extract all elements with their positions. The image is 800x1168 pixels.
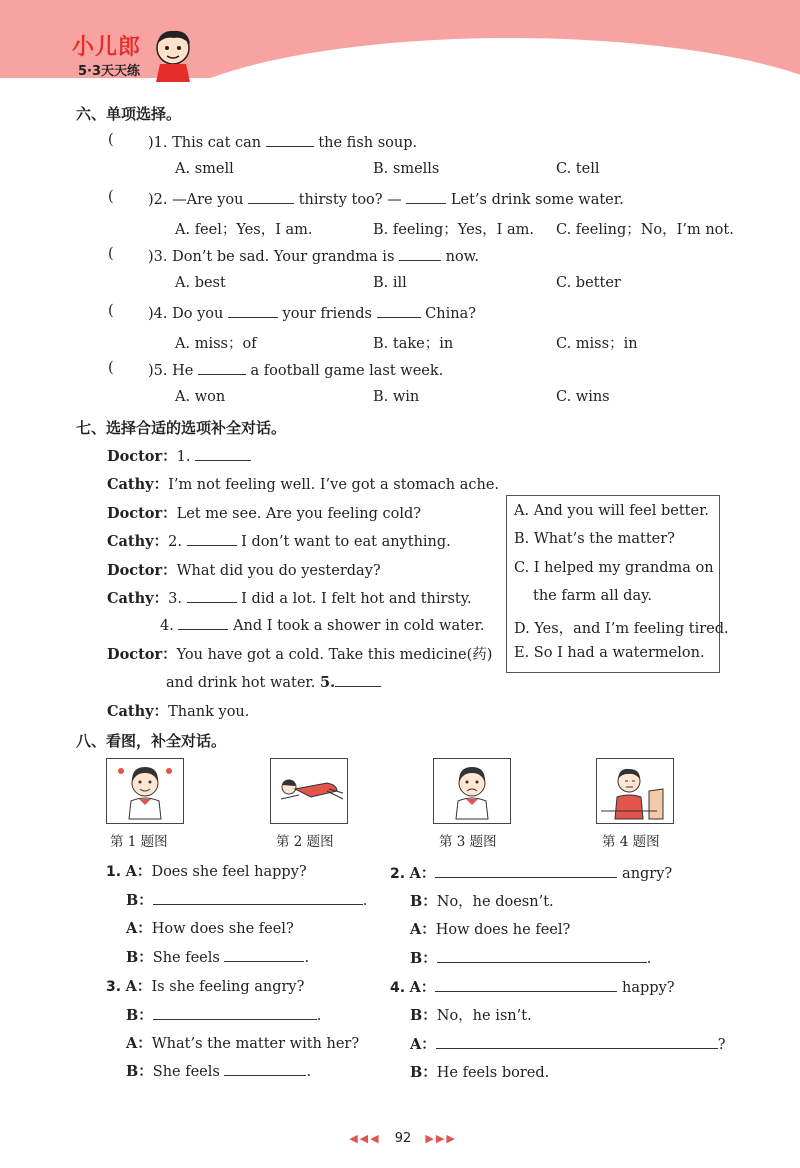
option-b[interactable]: B. What’s the matter? bbox=[514, 531, 675, 547]
option-e[interactable]: E. So I had a watermelon. bbox=[514, 645, 705, 661]
q3-line-2: B： . bbox=[126, 1007, 322, 1024]
dialogue-text: How does he feel? bbox=[435, 922, 571, 938]
option-b[interactable]: B. feeling；Yes，I am. bbox=[373, 222, 534, 238]
dialogue-text: What did you do yesterday? bbox=[176, 563, 381, 579]
answer-blank[interactable] bbox=[377, 303, 421, 318]
question-stem: the fish soup. bbox=[318, 135, 418, 151]
answer-blank[interactable] bbox=[248, 189, 294, 204]
speaker: B： bbox=[126, 1007, 153, 1024]
question-stem: )5. He bbox=[148, 363, 194, 379]
dialogue-text: 1. bbox=[176, 449, 191, 465]
question-number: 1. bbox=[106, 864, 122, 880]
q3-line-3 bbox=[126, 1032, 359, 1053]
speaker: Cathy： bbox=[107, 590, 169, 607]
answer-paren: ( bbox=[108, 132, 114, 148]
answer-blank[interactable] bbox=[437, 948, 647, 963]
section6-title: 六、单项选择。 bbox=[76, 105, 182, 123]
question-number: 2. bbox=[390, 866, 406, 882]
speaker: A： bbox=[409, 979, 436, 996]
speaker: B： bbox=[410, 893, 437, 910]
dialogue-text: 2. bbox=[168, 534, 182, 550]
speaker: B： bbox=[126, 892, 153, 909]
question-number: 3. bbox=[106, 979, 122, 995]
q1-line-2: B： . bbox=[126, 892, 368, 909]
answer-blank[interactable] bbox=[198, 360, 246, 375]
speaker: A： bbox=[126, 920, 152, 937]
option-c[interactable]: C. miss；in bbox=[556, 336, 638, 352]
dialogue-line bbox=[107, 530, 451, 551]
dialogue-text: angry? bbox=[622, 866, 673, 882]
dialogue-line bbox=[107, 700, 249, 721]
answer-blank[interactable] bbox=[399, 246, 441, 261]
speaker: B： bbox=[410, 1007, 437, 1024]
answer-paren: ( bbox=[108, 360, 114, 376]
page-footer bbox=[338, 1131, 468, 1146]
dialogue-text: I did a lot. I felt hot and thirsty. bbox=[241, 591, 472, 607]
answer-blank[interactable] bbox=[436, 1034, 718, 1049]
dialogue-text: Is she feeling angry? bbox=[151, 979, 305, 995]
answer-paren: ( bbox=[108, 303, 114, 319]
dialogue-text: How does she feel? bbox=[151, 921, 294, 937]
dialogue-line bbox=[107, 559, 381, 580]
option-b[interactable]: B. win bbox=[373, 389, 420, 405]
speaker: Doctor： bbox=[107, 505, 177, 522]
picture-3-caption: 第 3 题图 bbox=[439, 834, 497, 850]
option-c[interactable]: C. I helped my grandma on bbox=[514, 560, 714, 576]
question-stem: )2. —Are you bbox=[148, 192, 244, 208]
dialogue-text: He feels bored. bbox=[436, 1065, 550, 1081]
option-b[interactable]: B. smells bbox=[373, 161, 440, 177]
option-a[interactable]: A. best bbox=[175, 275, 226, 291]
picture-2-caption: 第 2 题图 bbox=[276, 834, 334, 850]
brand-logo-text: 小儿郎 bbox=[72, 35, 142, 60]
option-d[interactable]: D. Yes，and I’m feeling tired. bbox=[514, 621, 729, 637]
section7-title: 七、选择合适的选项补全对话。 bbox=[76, 419, 287, 437]
dialogue-text: You have got a cold. Take this medicine(药) bbox=[176, 647, 493, 663]
question-stem: your friends bbox=[282, 306, 372, 322]
option-a[interactable]: A. And you will feel better. bbox=[514, 503, 710, 519]
dialogue-text: Does she feel happy? bbox=[151, 864, 307, 880]
speaker: A： bbox=[125, 863, 152, 880]
picture-4-bored-boy bbox=[596, 758, 674, 824]
mascot-boy-icon bbox=[150, 28, 196, 82]
option-b[interactable]: B. ill bbox=[373, 275, 407, 291]
answer-blank[interactable] bbox=[266, 132, 314, 147]
option-c[interactable]: C. better bbox=[556, 275, 621, 291]
q1-line-1 bbox=[106, 860, 307, 881]
section8-title: 八、看图，补全对话。 bbox=[76, 732, 227, 750]
q4-line-1 bbox=[390, 976, 675, 997]
speaker: A： bbox=[126, 1035, 152, 1052]
answer-blank[interactable] bbox=[224, 1061, 306, 1076]
speaker: B： bbox=[410, 950, 437, 967]
picture-2-tired-boy bbox=[270, 758, 348, 824]
dialogue-line bbox=[166, 672, 381, 691]
question-stem: )1. This cat can bbox=[148, 135, 262, 151]
question-stem: )4. Do you bbox=[148, 306, 224, 322]
speaker: A： bbox=[125, 978, 152, 995]
speaker: Doctor： bbox=[107, 448, 177, 465]
dialogue-text: Thank you. bbox=[168, 704, 250, 720]
answer-blank[interactable] bbox=[153, 1005, 317, 1020]
dialogue-text: I don’t want to eat anything. bbox=[241, 534, 451, 550]
dialogue-text: No，he doesn’t. bbox=[436, 894, 554, 910]
question-stem: )3. Don’t be sad. Your grandma is bbox=[148, 249, 395, 265]
question-stem: thirsty too? — bbox=[298, 192, 402, 208]
question-stem: a football game last week. bbox=[250, 363, 444, 379]
dialogue-text: happy? bbox=[622, 980, 675, 996]
q4-line-4 bbox=[410, 1061, 549, 1082]
q2-line-1 bbox=[390, 862, 672, 883]
picture-1-happy-girl bbox=[106, 758, 184, 824]
option-a[interactable]: A. miss；of bbox=[175, 336, 257, 352]
speaker: B： bbox=[126, 1063, 153, 1080]
option-a[interactable]: A. smell bbox=[175, 161, 234, 177]
dialogue-text: She feels bbox=[152, 950, 220, 966]
answer-blank[interactable] bbox=[187, 531, 237, 546]
question-stem: Let’s drink some water. bbox=[450, 192, 624, 208]
speaker: Doctor： bbox=[107, 562, 177, 579]
left-arrows-icon: ◀◀◀ bbox=[349, 1132, 381, 1145]
dialogue-text: She feels bbox=[152, 1064, 220, 1080]
answer-blank[interactable] bbox=[228, 303, 278, 318]
dialogue-line bbox=[107, 473, 499, 494]
dialogue-text: 3. bbox=[168, 591, 182, 607]
speaker: B： bbox=[410, 1064, 437, 1081]
option-c[interactable]: C. feeling；No，I’m not. bbox=[556, 222, 734, 238]
dialogue-line bbox=[107, 643, 492, 664]
question-stem: now. bbox=[445, 249, 479, 265]
dialogue-text: Let me see. Are you feeling cold? bbox=[176, 506, 422, 522]
speaker: B： bbox=[126, 949, 153, 966]
picture-3-sad-girl bbox=[433, 758, 511, 824]
q1-line-3 bbox=[126, 917, 294, 938]
dialogue-text: No，he isn’t. bbox=[436, 1008, 532, 1024]
answer-blank[interactable] bbox=[195, 446, 251, 461]
dialogue-text: and drink hot water. bbox=[166, 675, 316, 691]
answer-paren: ( bbox=[108, 246, 114, 262]
q2-line-4: B： . bbox=[410, 950, 652, 967]
option-a[interactable]: A. feel；Yes，I am. bbox=[175, 222, 313, 238]
answer-blank[interactable] bbox=[435, 863, 617, 878]
answer-blank[interactable] bbox=[406, 189, 446, 204]
answer-blank[interactable] bbox=[224, 947, 304, 962]
dialogue-line bbox=[107, 445, 251, 466]
option-c[interactable]: C. tell bbox=[556, 161, 600, 177]
speaker: A： bbox=[410, 1036, 436, 1053]
right-arrows-icon: ▶▶▶ bbox=[425, 1132, 457, 1145]
q3-line-1 bbox=[106, 975, 304, 996]
answer-blank[interactable] bbox=[178, 615, 228, 630]
dialogue-text: And I took a shower in cold water. bbox=[233, 618, 485, 634]
answer-blank[interactable] bbox=[153, 890, 363, 905]
option-c-continued: the farm all day. bbox=[533, 588, 652, 604]
q4-line-2 bbox=[410, 1004, 532, 1025]
answer-blank[interactable] bbox=[187, 588, 237, 603]
dialogue-text: I’m not feeling well. I’ve got a stomach ache. bbox=[168, 477, 500, 493]
picture-4-caption: 第 4 题图 bbox=[602, 834, 660, 850]
answer-paren: ( bbox=[108, 189, 114, 205]
q4-line-3: A： ? bbox=[410, 1036, 726, 1053]
speaker: A： bbox=[410, 921, 436, 938]
dialogue-text: What’s the matter with her? bbox=[151, 1036, 360, 1052]
q2-line-2 bbox=[410, 890, 554, 911]
speaker: Cathy： bbox=[107, 533, 169, 550]
speaker: Cathy： bbox=[107, 476, 169, 493]
dialogue-line bbox=[160, 615, 484, 634]
q1-line-4: B：She feels . bbox=[126, 949, 310, 966]
dialogue-text: 5. bbox=[320, 674, 336, 691]
speaker: Doctor： bbox=[107, 646, 177, 663]
dialogue-text: 4. bbox=[160, 618, 174, 634]
option-a[interactable]: A. won bbox=[175, 389, 226, 405]
option-b[interactable]: B. take；in bbox=[373, 336, 454, 352]
page-number: 92 bbox=[394, 1131, 412, 1146]
q3-line-4: B：She feels . bbox=[126, 1063, 312, 1080]
picture-1-caption: 第 1 题图 bbox=[110, 834, 168, 850]
question-number: 4. bbox=[390, 980, 406, 996]
q2-line-3 bbox=[410, 918, 570, 939]
answer-blank[interactable] bbox=[335, 672, 381, 687]
speaker: Cathy： bbox=[107, 703, 169, 720]
answer-blank[interactable] bbox=[435, 977, 617, 992]
dialogue-line bbox=[107, 587, 472, 608]
speaker: A： bbox=[409, 865, 436, 882]
series-name: 5·3天天练 bbox=[78, 64, 141, 79]
dialogue-line bbox=[107, 502, 421, 523]
question-stem: China? bbox=[425, 306, 476, 322]
option-c[interactable]: C. wins bbox=[556, 389, 610, 405]
